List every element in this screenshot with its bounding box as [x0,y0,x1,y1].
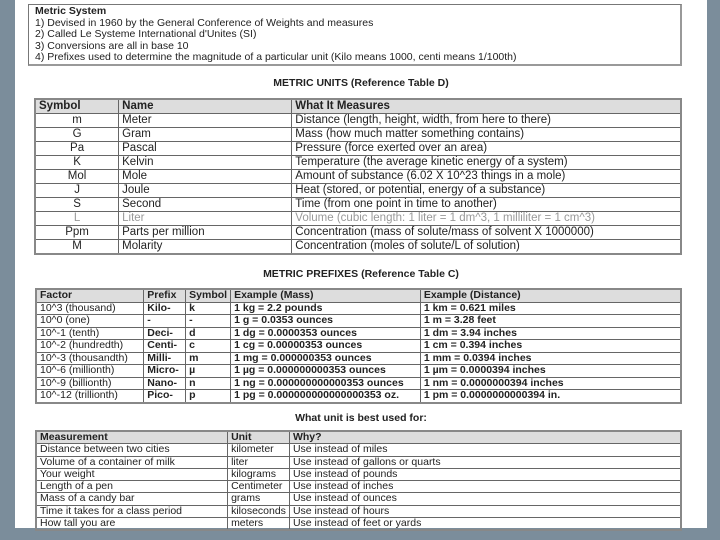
table-cell: Use instead of miles [289,444,681,456]
table-cell: Second [119,198,292,212]
table-cell: kiloseconds [228,505,290,517]
table-cell: 10^3 (thousand) [36,302,144,315]
table-cell: Kelvin [119,156,292,170]
table-cell: Heat (stored, or potential, energy of a substance) [292,184,681,198]
table-row [36,481,681,493]
table-cell: c [186,340,231,353]
table-cell: Parts per million [119,226,292,240]
table-cell: S [35,198,119,212]
table-cell: Volume (cubic length: 1 liter = 1 dm^3, 1 milliliter = 1 cm^3) [292,212,681,226]
metric-prefixes-title: METRIC PREFIXES (Reference Table C) [263,268,459,280]
table-cell: d [186,327,231,340]
table-cell: Volume of a container of milk [36,456,228,468]
table-cell: Pressure (force exerted over an area) [292,142,681,156]
table-cell: Mol [35,170,119,184]
table-cell: 1 pm = 0.0000000000394 in. [420,390,681,403]
table-cell: Centimeter [228,481,290,493]
metric-prefixes-table [35,288,682,404]
table-row [35,128,681,142]
document-page [15,0,707,528]
table-cell: Use instead of pounds [289,468,681,480]
table-cell: Meter [119,114,292,128]
table-cell: 1 km = 0.621 miles [420,302,681,315]
column-header: Example (Distance) [420,289,681,302]
table-row [36,390,681,403]
best-unit-table [35,430,682,531]
table-cell: Joule [119,184,292,198]
table-cell: Molarity [119,240,292,255]
table-cell: Pa [35,142,119,156]
table-cell: Mole [119,170,292,184]
table-cell: Use instead of feet or yards [289,518,681,531]
table-cell: Amount of substance (6.02 X 10^23 things in a mole) [292,170,681,184]
table-cell: Centi- [144,340,186,353]
table-cell: Use instead of ounces [289,493,681,505]
table-cell: L [35,212,119,226]
table-row [35,198,681,212]
column-header: Unit [228,431,290,444]
table-cell: G [35,128,119,142]
intro-item: 2) Called Le Systeme International d'Unites (SI) [35,28,257,40]
table-cell: meters [228,518,290,531]
table-cell: m [35,114,119,128]
column-header: What It Measures [292,99,681,114]
table-row [36,327,681,340]
intro-item: 4) Prefixes used to determine the magnitude of a particular unit (Kilo means 1000, centi means 1/100th) [35,51,517,63]
table-row [35,156,681,170]
table-cell: 10^-12 (trillionth) [36,390,144,403]
table-row [36,456,681,468]
table-cell: Use instead of gallons or quarts [289,456,681,468]
table-cell: Length of a pen [36,481,228,493]
table-cell: M [35,240,119,255]
table-cell: 1 dg = 0.0000353 ounces [231,327,421,340]
header-row [36,431,681,444]
table-cell: 1 kg = 2.2 pounds [231,302,421,315]
table-cell: 1 m = 3.28 feet [420,315,681,328]
table-row [36,444,681,456]
metric-units-title: METRIC UNITS (Reference Table D) [273,77,449,89]
table-cell: 1 cg = 0.00000353 ounces [231,340,421,353]
table-cell: Micro- [144,365,186,378]
column-header: Factor [36,289,144,302]
intro-item: 1) Devised in 1960 by the General Conference of Weights and measures [35,16,374,29]
table-row [35,212,681,226]
table-cell: 1 mm = 0.0394 inches [420,352,681,365]
table-cell: liter [228,456,290,468]
table-cell: 1 pg = 0.000000000000000353 oz. [231,390,421,403]
table-cell: µ [186,365,231,378]
table-cell: Concentration (mass of solute/mass of solvent X 1000000) [292,226,681,240]
table-row [36,377,681,390]
table-cell: Mass (how much matter something contains) [292,128,681,142]
table-cell: How tall you are [36,518,228,531]
table-cell: - [144,315,186,328]
table-cell: Pascal [119,142,292,156]
table-cell: k [186,302,231,315]
table-cell: kilograms [228,468,290,480]
table-cell: Use instead of hours [289,505,681,517]
table-cell: 10^-6 (millionth) [36,365,144,378]
table-cell: Temperature (the average kinetic energy of a system) [292,156,681,170]
intro-item: 3) Conversions are all in base 10 [35,39,189,52]
column-header: Symbol [186,289,231,302]
table-cell: 10^0 (one) [36,315,144,328]
header-row [36,289,681,302]
column-header: Prefix [144,289,186,302]
table-cell: 1 cm = 0.394 inches [420,340,681,353]
table-cell: Milli- [144,352,186,365]
table-row [36,365,681,378]
table-cell: 10^-2 (hundredth) [36,340,144,353]
table-cell: J [35,184,119,198]
table-cell: 1 dm = 3.94 inches [420,327,681,340]
metric-units-table [34,98,682,255]
column-header: Name [119,99,292,114]
column-header: Example (Mass) [231,289,421,302]
table-row [35,240,681,255]
table-cell: n [186,377,231,390]
table-cell: 10^-3 (thousandth) [36,352,144,365]
table-row [36,518,681,531]
table-cell: Gram [119,128,292,142]
table-row [35,142,681,156]
column-header: Why? [289,431,681,444]
best-unit-title: What unit is best used for: [295,412,427,424]
header-row [35,99,681,114]
table-row [36,340,681,353]
table-row [36,505,681,517]
intro-title: Metric System [35,5,107,17]
table-row [35,184,681,198]
table-cell: 1 µm = 0.0000394 inches [420,365,681,378]
table-row [35,226,681,240]
column-header: Symbol [35,99,119,114]
table-cell: Nano- [144,377,186,390]
table-cell: Time it takes for a class period [36,505,228,517]
table-row [36,315,681,328]
table-cell: - [186,315,231,328]
table-cell: Distance (length, height, width, from here to there) [292,114,681,128]
table-cell: Kilo- [144,302,186,315]
metric-system-box [28,4,682,66]
table-cell: Your weight [36,468,228,480]
table-cell: Pico- [144,390,186,403]
table-cell: Use instead of inches [289,481,681,493]
table-cell: Deci- [144,327,186,340]
table-cell: K [35,156,119,170]
table-cell: Time (from one point in time to another) [292,198,681,212]
table-cell: 10^-9 (billionth) [36,377,144,390]
table-row [35,170,681,184]
table-cell: 1 nm = 0.0000000394 inches [420,377,681,390]
table-row [36,302,681,315]
table-cell: 1 ng = 0.000000000000353 ounces [231,377,421,390]
column-header: Measurement [36,431,228,444]
table-cell: 1 µg = 0.000000000353 ounces [231,365,421,378]
table-cell: p [186,390,231,403]
table-cell: 10^-1 (tenth) [36,327,144,340]
table-cell: 1 g = 0.0353 ounces [231,315,421,328]
table-row [35,114,681,128]
table-cell: 1 mg = 0.000000353 ounces [231,352,421,365]
table-row [36,493,681,505]
table-cell: Ppm [35,226,119,240]
table-cell: Concentration (moles of solute/L of solution) [292,240,681,255]
table-row [36,352,681,365]
table-row [36,468,681,480]
table-cell: Liter [119,212,292,226]
table-cell: kilometer [228,444,290,456]
table-cell: Mass of a candy bar [36,493,228,505]
table-cell: grams [228,493,290,505]
table-cell: Distance between two cities [36,444,228,456]
table-cell: m [186,352,231,365]
